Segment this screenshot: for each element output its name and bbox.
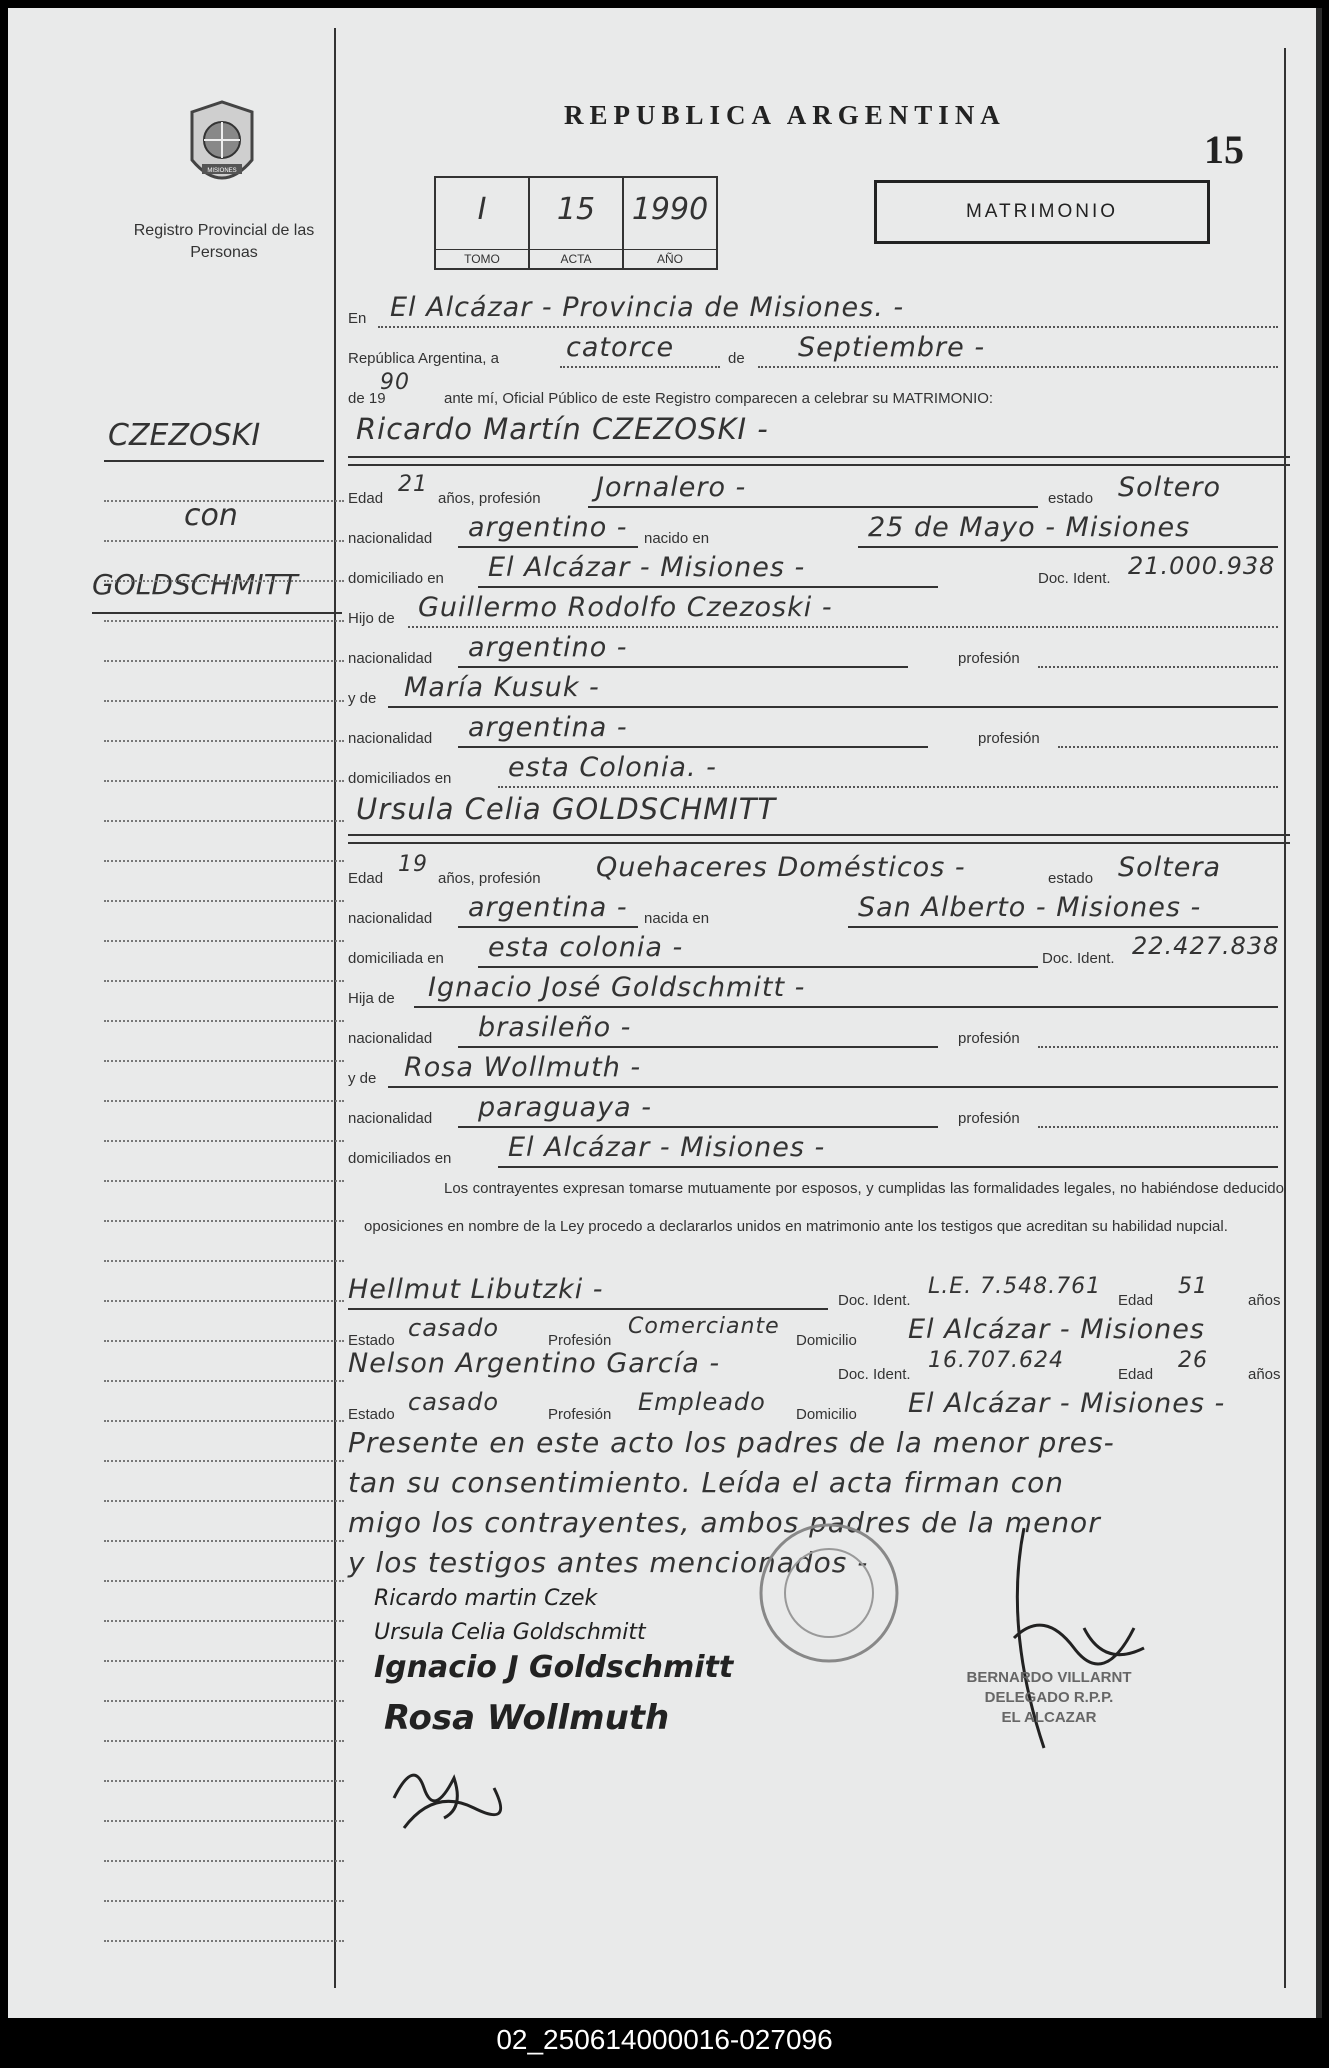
bride-father-nat-row <box>348 1012 1290 1052</box>
profesion-label: profesión <box>958 650 1020 667</box>
margin-ruled-line <box>104 1020 344 1022</box>
signature-bride-mother: Rosa Wollmuth <box>384 1698 670 1738</box>
nacionalidad-label: nacionalidad <box>348 650 433 667</box>
groom-mother-nat-row <box>348 712 1290 752</box>
ano-label: AÑO <box>624 249 716 268</box>
margin-ruled-line <box>104 1820 344 1822</box>
margin-ruled-line <box>104 1060 344 1062</box>
witness2-doc: 16.707.624 <box>928 1348 1064 1373</box>
bride-name-row <box>348 792 1290 832</box>
domiciliados-label: domiciliados en <box>348 1150 452 1167</box>
register-page <box>8 8 1322 2018</box>
profesion-label: Profesión <box>548 1406 612 1423</box>
margin-ruled-line <box>104 1220 344 1222</box>
margin-ruled-line <box>104 1580 344 1582</box>
official-name: BERNARDO VILLARNT <box>966 1669 1132 1686</box>
margin-ruled-line <box>104 1500 344 1502</box>
note-line-1: Presente en este acto los padres de la menor pres- <box>348 1426 1115 1459</box>
official-title: DELEGADO R.P.P. <box>984 1689 1114 1706</box>
groom-profession: Jornalero - <box>596 472 747 503</box>
country-title: REPUBLICA ARGENTINA <box>564 100 1006 130</box>
margin-ruled-line <box>104 700 344 702</box>
column-divider <box>334 28 336 1988</box>
margin-ruled-line <box>104 940 344 942</box>
doc-ident-label: Doc. Ident. <box>838 1366 911 1383</box>
ante-text: ante mí, Oficial Público de este Registro comparecen a celebrar su MATRIMONIO: <box>444 390 994 407</box>
margin-ruled-line <box>104 540 344 542</box>
acta-label: ACTA <box>530 249 622 268</box>
tomo-label: TOMO <box>436 249 528 268</box>
footer-id: 02_250614000016-027096 <box>496 2024 833 2055</box>
bride-name: Ursula Celia GOLDSCHMITT <box>356 792 777 826</box>
groom-father: Guillermo Rodolfo Czezoski - <box>418 592 833 623</box>
domiciliada-label: domiciliada en <box>348 950 444 967</box>
margin-ruled-line <box>104 580 344 582</box>
intro-place-row <box>348 292 1290 332</box>
margin-ruled-line <box>104 620 344 622</box>
margin-ruled-line <box>104 900 344 902</box>
groom-domicile: El Alcázar - Misiones - <box>488 552 806 583</box>
groom-nationality-row <box>348 512 1290 552</box>
doc-ident-label: Doc. Ident. <box>1042 950 1115 967</box>
estado-label: estado <box>1048 490 1094 507</box>
nacionalidad-label: nacionalidad <box>348 1030 433 1047</box>
witness1-name: Hellmut Libutzki - <box>348 1274 604 1305</box>
groom-father-nationality: argentino - <box>468 632 628 663</box>
note-line <box>348 1466 1290 1506</box>
nacida-label: nacida en <box>644 910 710 927</box>
bride-birthplace: San Alberto - Misiones - <box>858 892 1202 923</box>
groom-birthplace: 25 de Mayo - Misiones <box>868 512 1191 543</box>
margin-ruled-line <box>104 1300 344 1302</box>
note-line-2: tan su consentimiento. Leída el acta firman con <box>348 1466 1064 1499</box>
margin-ruled-line <box>104 1540 344 1542</box>
margin-ruled-line <box>104 860 344 862</box>
witness2-row <box>348 1348 1290 1388</box>
witness1-row <box>348 1274 1290 1314</box>
edad-label: Edad <box>1118 1366 1154 1383</box>
edad-label: Edad <box>348 490 384 507</box>
bride-mother-row <box>348 1052 1290 1092</box>
ano-value: 1990 <box>631 192 709 227</box>
y-de-label: y de <box>348 1070 377 1087</box>
document-type-box: MATRIMONIO <box>874 180 1210 244</box>
hijo-label: Hijo de <box>348 610 395 627</box>
bride-estado: Soltera <box>1118 852 1222 883</box>
anos-profesion-label: años, profesión <box>438 490 541 507</box>
hija-label: Hija de <box>348 990 395 1007</box>
bride-domicile-row <box>348 932 1290 972</box>
bride-nationality-row <box>348 892 1290 932</box>
bride-parents-domicile-row <box>348 1132 1290 1172</box>
profesion-label: profesión <box>958 1030 1020 1047</box>
day-value: catorce <box>566 332 675 363</box>
official-office: EL ALCAZAR <box>1001 1709 1097 1726</box>
note-line <box>348 1426 1290 1466</box>
domiciliado-label: domiciliado en <box>348 570 444 587</box>
witness1-domicile: El Alcázar - Misiones <box>908 1314 1205 1345</box>
profesion-label: Profesión <box>548 1332 612 1349</box>
registry-name: Registro Provincial de las Personas <box>133 222 315 261</box>
margin-ruled-line <box>104 1420 344 1422</box>
note-line-3: migo los contrayentes, ambos padres de la menor <box>348 1506 1101 1539</box>
margin-ruled-line <box>104 1940 344 1942</box>
doc-ident-label: Doc. Ident. <box>838 1292 911 1309</box>
en-label: En <box>348 310 367 327</box>
domicilio-label: Domicilio <box>796 1332 857 1349</box>
groom-parents-domicile: esta Colonia. - <box>508 752 717 783</box>
margin-ruled-line <box>104 1900 344 1902</box>
edad-label: Edad <box>1118 1292 1154 1309</box>
groom-age-row <box>348 472 1290 512</box>
margin-groom-surname: CZEZOSKI <box>108 418 261 453</box>
estado-label: Estado <box>348 1332 395 1349</box>
bride-doc: 22.427.838 <box>1132 932 1280 960</box>
official-signature-scribble <box>984 1508 1164 1768</box>
groom-nationality: argentino - <box>468 512 628 543</box>
groom-age: 21 <box>398 472 428 497</box>
groom-doc: 21.000.938 <box>1128 552 1276 580</box>
margin-ruled-line <box>104 740 344 742</box>
domiciliados-label: domiciliados en <box>348 770 452 787</box>
witness2-name: Nelson Argentino García - <box>348 1348 721 1379</box>
bride-mother-nat-row <box>348 1092 1290 1132</box>
witness1-age: 51 <box>1178 1274 1208 1299</box>
tomo-acta-ano-box <box>434 176 718 270</box>
margin-ruled-line <box>104 1620 344 1622</box>
month-value: Septiembre - <box>798 332 986 363</box>
witness2-age: 26 <box>1178 1348 1208 1373</box>
nacionalidad-label: nacionalidad <box>348 730 433 747</box>
margin-ruled-line <box>104 1140 344 1142</box>
witness1-profession: Comerciante <box>628 1314 780 1339</box>
tomo-value: I <box>477 192 487 227</box>
place-value: El Alcázar - Provincia de Misiones. - <box>390 292 905 323</box>
domicilio-label: Domicilio <box>796 1406 857 1423</box>
signature-groom: Ricardo martin Czek <box>374 1586 598 1611</box>
anos-label: años <box>1248 1366 1281 1383</box>
page-number: 15 <box>1204 127 1244 172</box>
svg-text:MISIONES: MISIONES <box>207 168 237 174</box>
witness1-estado: casado <box>408 1314 500 1342</box>
bride-father-row <box>348 972 1290 1012</box>
groom-mother: María Kusuk - <box>404 672 600 703</box>
bride-parents-domicile: El Alcázar - Misiones - <box>508 1132 826 1163</box>
year-prefix-label: de 19 <box>348 390 386 407</box>
margin-ruled-line <box>104 980 344 982</box>
bride-mother-nationality: paraguaya - <box>478 1092 652 1123</box>
estado-label: estado <box>1048 870 1094 887</box>
margin-ruled-line <box>104 1380 344 1382</box>
profesion-label: profesión <box>958 1110 1020 1127</box>
official-block <box>929 1668 1169 1728</box>
bride-mother: Rosa Wollmuth - <box>404 1052 642 1083</box>
margin-ruled-line <box>104 1340 344 1342</box>
y-de-label: y de <box>348 690 377 707</box>
provincial-seal-icon <box>184 98 260 198</box>
margin-ruled-line <box>104 1260 344 1262</box>
margin-ruled-line <box>104 1780 344 1782</box>
signature-witness-scribble <box>384 1748 504 1838</box>
bride-father: Ignacio José Goldschmitt - <box>428 972 806 1003</box>
margin-ruled-line <box>104 1860 344 1862</box>
groom-father-row <box>348 592 1290 632</box>
groom-domicile-row <box>348 552 1290 592</box>
profesion-label: profesión <box>978 730 1040 747</box>
margin-ruled-line <box>104 780 344 782</box>
witness2-domicile: El Alcázar - Misiones - <box>908 1388 1226 1419</box>
margin-con: con <box>184 498 238 533</box>
groom-estado: Soltero <box>1118 472 1221 503</box>
anos-profesion-label: años, profesión <box>438 870 541 887</box>
margin-ruled-line <box>104 1100 344 1102</box>
groom-name-row <box>348 412 1290 452</box>
estado-label: Estado <box>348 1406 395 1423</box>
anos-label: años <box>1248 1292 1281 1309</box>
bride-domicile: esta colonia - <box>488 932 684 963</box>
year-suffix-value: 90 <box>380 370 410 395</box>
groom-name: Ricardo Martín CZEZOSKI - <box>356 412 769 446</box>
declaration-text: Los contrayentes expresan tomarse mutuamente por esposos, y cumplidas las formalidades legales, no habiéndose deducido oposiciones en nombre de la Ley procedo a declararlos unidos en matrimonio ante los testigos que acreditan su habilidad nupcial. <box>364 1180 1284 1235</box>
margin-ruled-line <box>104 660 344 662</box>
margin-ruled-line <box>104 1460 344 1462</box>
nacionalidad-label: nacionalidad <box>348 1110 433 1127</box>
groom-mother-row <box>348 672 1290 712</box>
margin-ruled-line <box>104 500 344 502</box>
witness1-doc: L.E. 7.548.761 <box>928 1274 1102 1299</box>
bride-age: 19 <box>398 852 428 877</box>
groom-parents-domicile-row <box>348 752 1290 792</box>
doc-ident-label: Doc. Ident. <box>1038 570 1111 587</box>
republica-label: República Argentina, a <box>348 350 499 367</box>
acta-value: 15 <box>556 192 596 227</box>
nacionalidad-label: nacionalidad <box>348 530 433 547</box>
margin-ruled-line <box>104 1740 344 1742</box>
bride-nationality: argentina - <box>468 892 628 923</box>
signature-bride-father: Ignacio J Goldschmitt <box>374 1650 734 1685</box>
note-line-4: y los testigos antes mencionados - <box>348 1546 869 1579</box>
margin-ruled-line <box>104 820 344 822</box>
signature-bride: Ursula Celia Goldschmitt <box>374 1620 646 1645</box>
nacido-label: nacido en <box>644 530 710 547</box>
edad-label: Edad <box>348 870 384 887</box>
groom-father-nat-row <box>348 632 1290 672</box>
margin-ruled-line <box>104 1700 344 1702</box>
margin-ruled-line <box>104 1180 344 1182</box>
official-stamp-icon <box>754 1518 904 1668</box>
intro-year-row <box>348 372 1290 412</box>
bride-father-nationality: brasileño - <box>478 1012 632 1043</box>
margin-bride-surname: GOLDSCHMITT <box>92 568 298 601</box>
witness2-detail-row <box>348 1388 1290 1428</box>
groom-mother-nationality: argentina - <box>468 712 628 743</box>
witness2-estado: casado <box>408 1388 500 1416</box>
bride-profession: Quehaceres Domésticos - <box>596 852 966 883</box>
witness2-profession: Empleado <box>638 1388 766 1416</box>
intro-date-row <box>348 332 1290 372</box>
bride-age-row <box>348 852 1290 892</box>
de-label: de <box>728 350 745 367</box>
nacionalidad-label: nacionalidad <box>348 910 433 927</box>
margin-ruled-line <box>104 1660 344 1662</box>
